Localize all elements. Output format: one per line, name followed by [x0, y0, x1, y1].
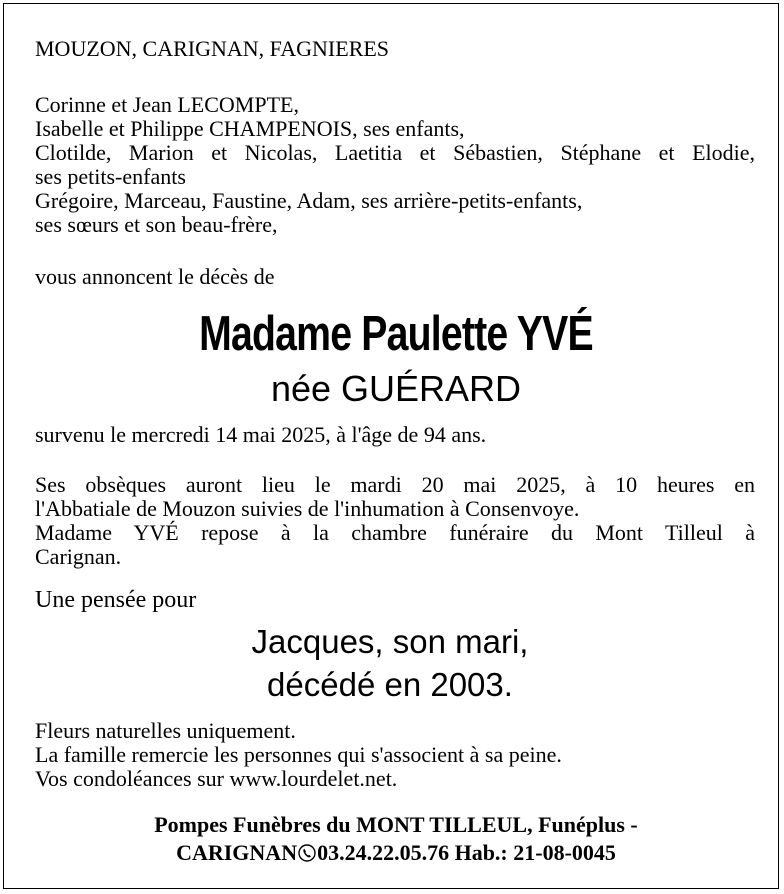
- funeral-line: Ses obsèques auront lieu le mardi 20 mai 2025, à 10 heures en: [35, 472, 755, 497]
- family-line: ses petits-enfants: [35, 164, 186, 189]
- family-line: ses sœurs et son beau-frère,: [35, 212, 278, 237]
- localities-header: MOUZON, CARIGNAN, FAGNIERES: [35, 36, 390, 61]
- family-line: Clotilde, Marion et Nicolas, Laetitia et Sébastien, Stéphane et Elodie,: [35, 140, 755, 165]
- family-line: Isabelle et Philippe CHAMPENOIS, ses enfants,: [35, 116, 465, 141]
- maiden-name: née GUÉRARD: [270, 368, 522, 409]
- note-line: La famille remercie les personnes qui s'associent à sa peine.: [35, 742, 562, 767]
- tribute-line-1: Jacques, son mari,: [251, 623, 529, 660]
- tribute-intro: Une pensée pour: [35, 587, 197, 613]
- family-line: Corinne et Jean LECOMPTE,: [35, 92, 299, 117]
- obituary-notice: [3, 3, 779, 889]
- funeral-line: Carignan.: [35, 544, 122, 569]
- note-line: Fleurs naturelles uniquement.: [35, 718, 296, 743]
- announcement-intro: vous annoncent le décès de: [35, 264, 275, 289]
- funeral-home-name: Pompes Funèbres du MONT TILLEUL, Funéplus -: [154, 812, 638, 837]
- funeral-line: l'Abbatiale de Mouzon suivies de l'inhumation à Consenvoye.: [35, 496, 580, 521]
- funeral-home-phone: 03.24.22.05.76: [317, 840, 450, 865]
- funeral-home-contact: [4, 839, 784, 867]
- death-info: survenu le mercredi 14 mai 2025, à l'âge de 94 ans.: [35, 422, 487, 447]
- funeral-line: Madame YVÉ repose à la chambre funéraire du Mont Tilleul à: [35, 520, 755, 545]
- family-line: Grégoire, Marceau, Faustine, Adam, ses arrière-petits-enfants,: [35, 188, 583, 213]
- funeral-home-city: CARIGNAN: [176, 840, 298, 865]
- funeral-home-habilitation: Hab.: 21-08-0045: [449, 840, 616, 865]
- phone-icon: [298, 841, 316, 859]
- deceased-name: Madame Paulette YVÉ: [199, 307, 593, 361]
- tribute-line-2: décédé en 2003.: [267, 666, 513, 703]
- note-line: Vos condoléances sur www.lourdelet.net.: [35, 766, 398, 791]
